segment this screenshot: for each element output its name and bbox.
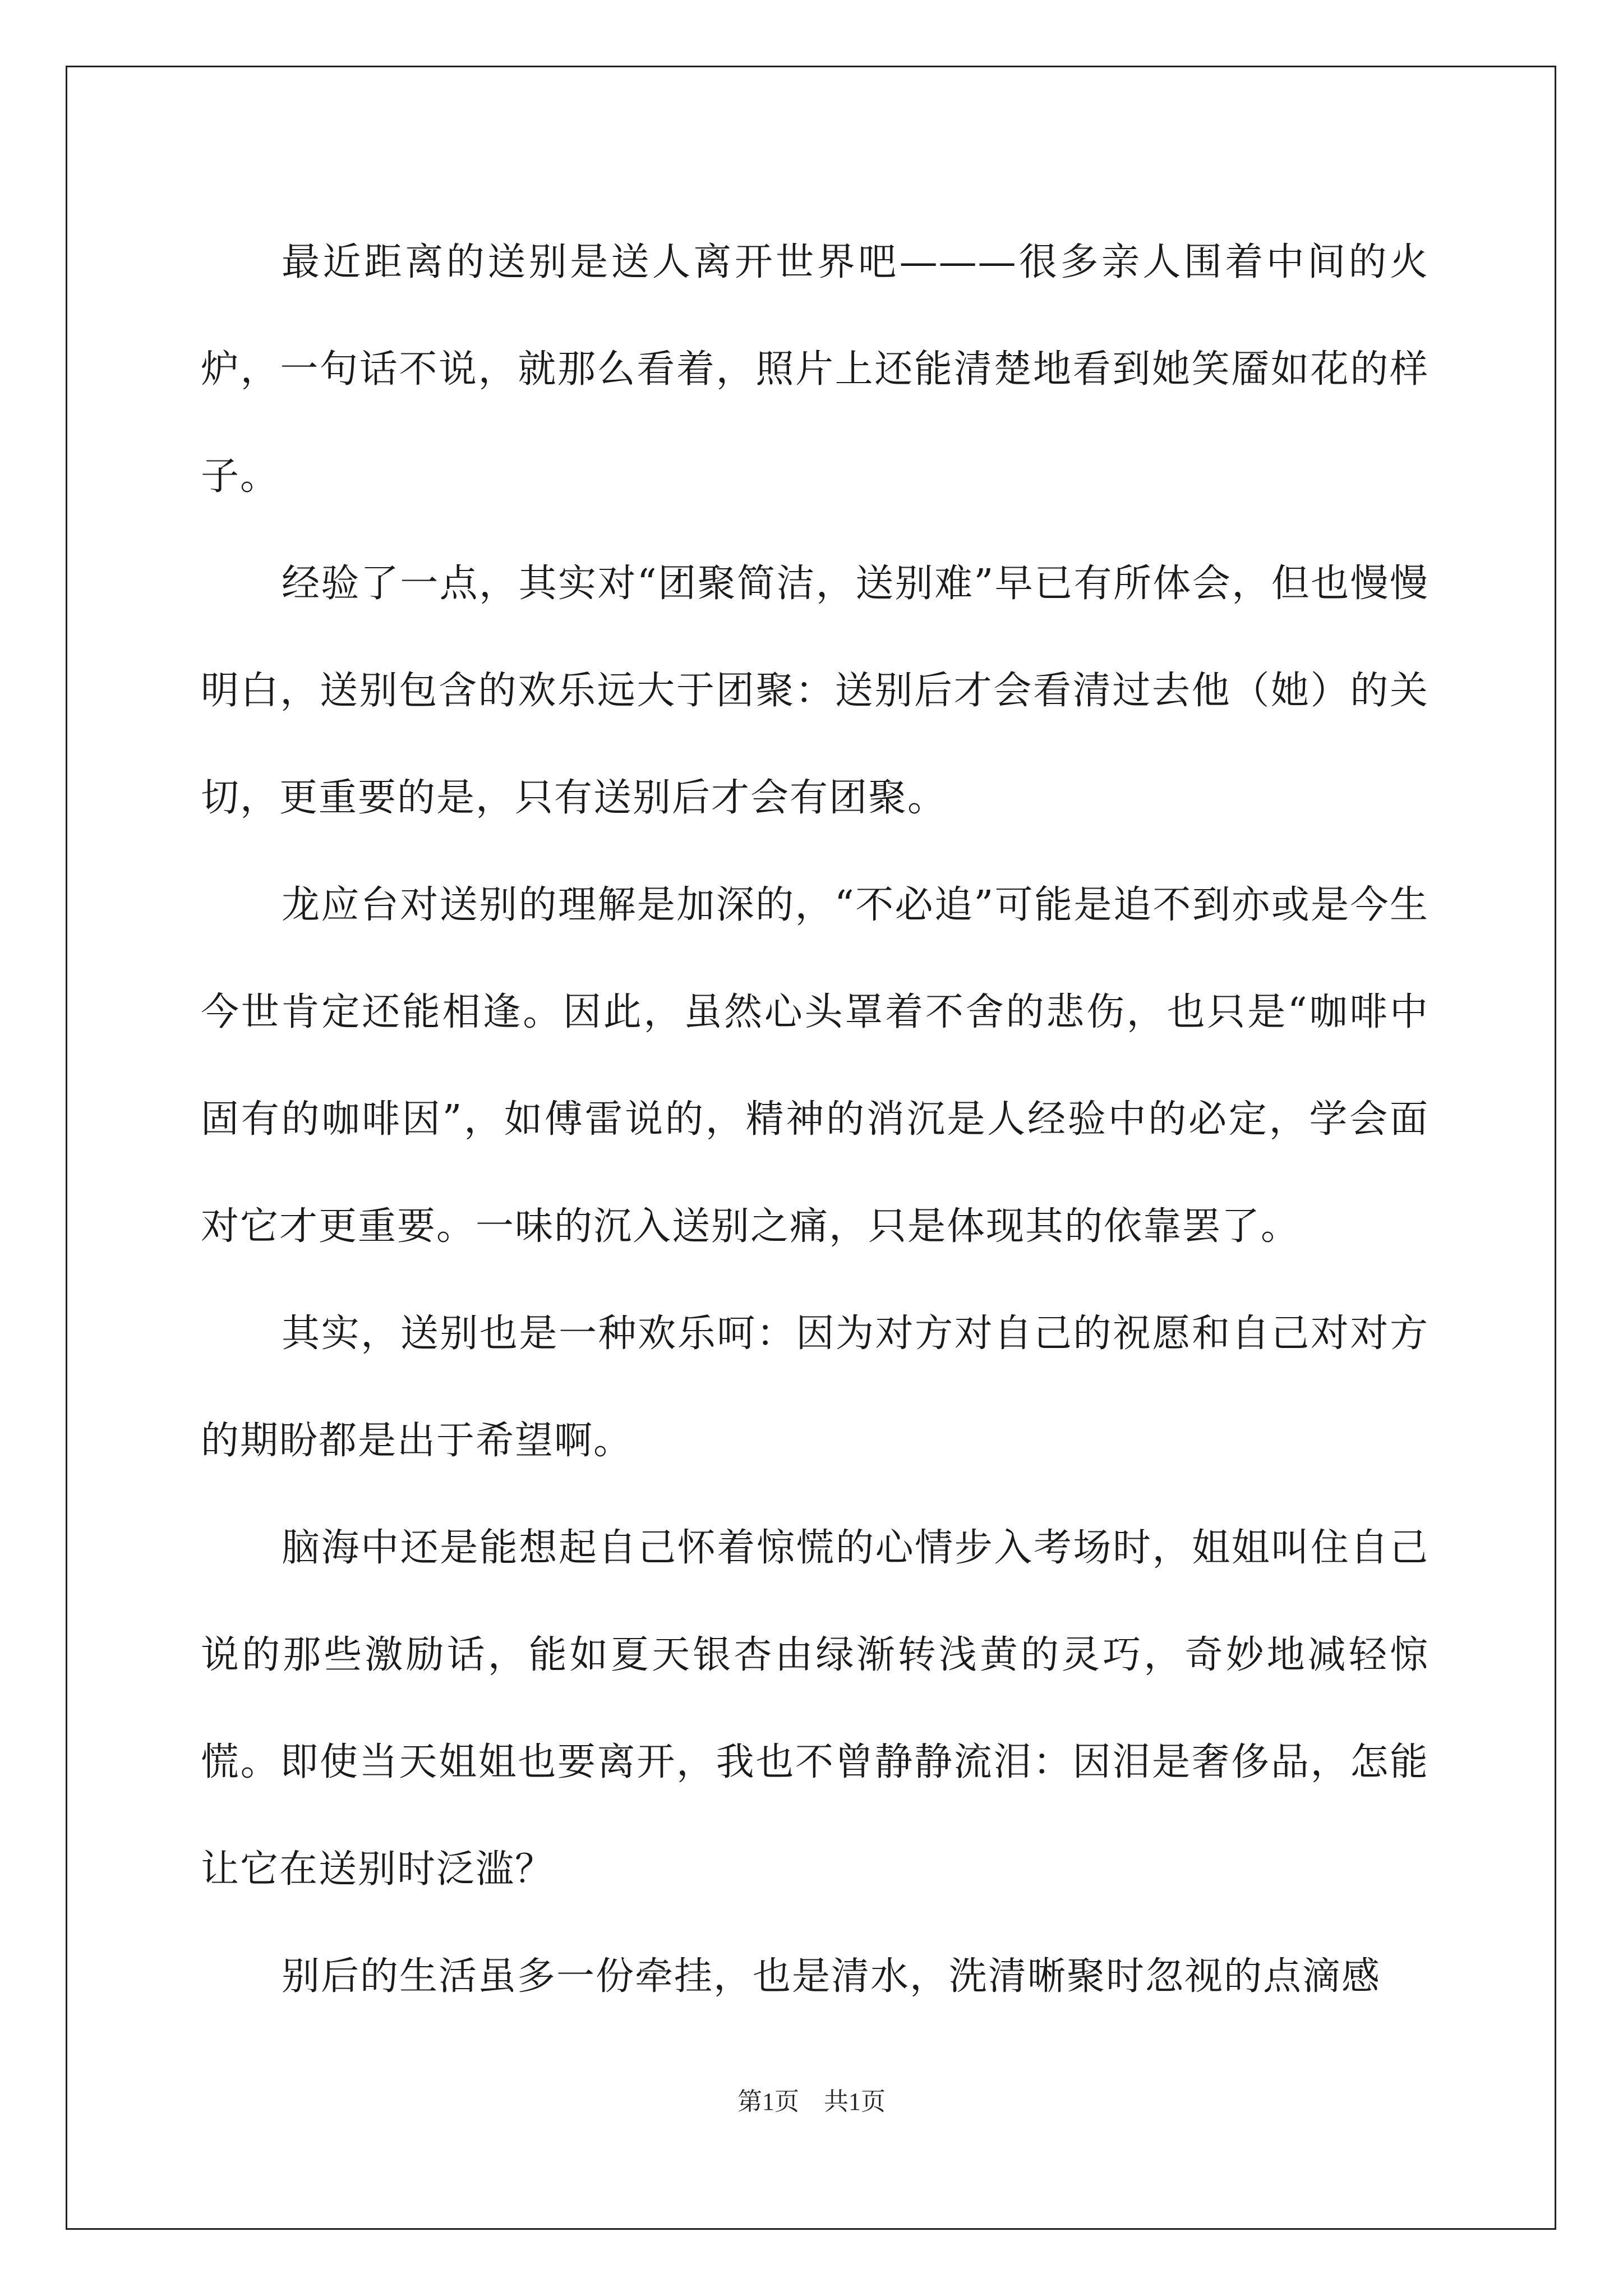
paragraph-4: 其实，送别也是一种欢乐呵：因为对方对自己的祝愿和自己对对方的期盼都是出于希望啊。 [201, 1312, 1429, 1463]
paragraph-5: 脑海中还是能想起自己怀着惊慌的心情步入考场时，姐姐叫住自己说的那些激励话，能如夏天银杏由绿渐转浅黄的灵巧，奇妙地减轻惊慌。即使当天姐姐也要离开，我也不曾静静流泪：因泪是奢侈品，怎能让它在送别时泛滥？ [201, 1526, 1429, 1892]
document-body [201, 209, 1429, 2030]
paragraph-3: 龙应台对送别的理解是加深的，“不必追”可能是追不到亦或是今生今世肯定还能相逢。因此，虽然心头罩着不舍的悲伤，也只是“咖啡中固有的咖啡因”，如傅雷说的，精神的消沉是人经验中的必定，学会面对它才更重要。一味的沉入送别之痛，只是体现其的依靠罢了。 [201, 883, 1429, 1249]
paragraph-2: 经验了一点，其实对“团聚简洁，送别难”早已有所体会，但也慢慢明白，送别包含的欢乐远大于团聚：送别后才会看清过去他（她）的关切，更重要的是，只有送别后才会有团聚。 [201, 562, 1429, 820]
paragraph-1: 最近距离的送别是送人离开世界吧———很多亲人围着中间的火炉，一句话不说，就那么看着，照片上还能清楚地看到她笑靥如花的样子。 [201, 240, 1429, 499]
page-number-footer: 第1页 共1页 [737, 2088, 886, 2115]
paragraph-6: 别后的生活虽多一份牵挂，也是清水，洗清晰聚时忽视的点滴感 [282, 1954, 1381, 1999]
